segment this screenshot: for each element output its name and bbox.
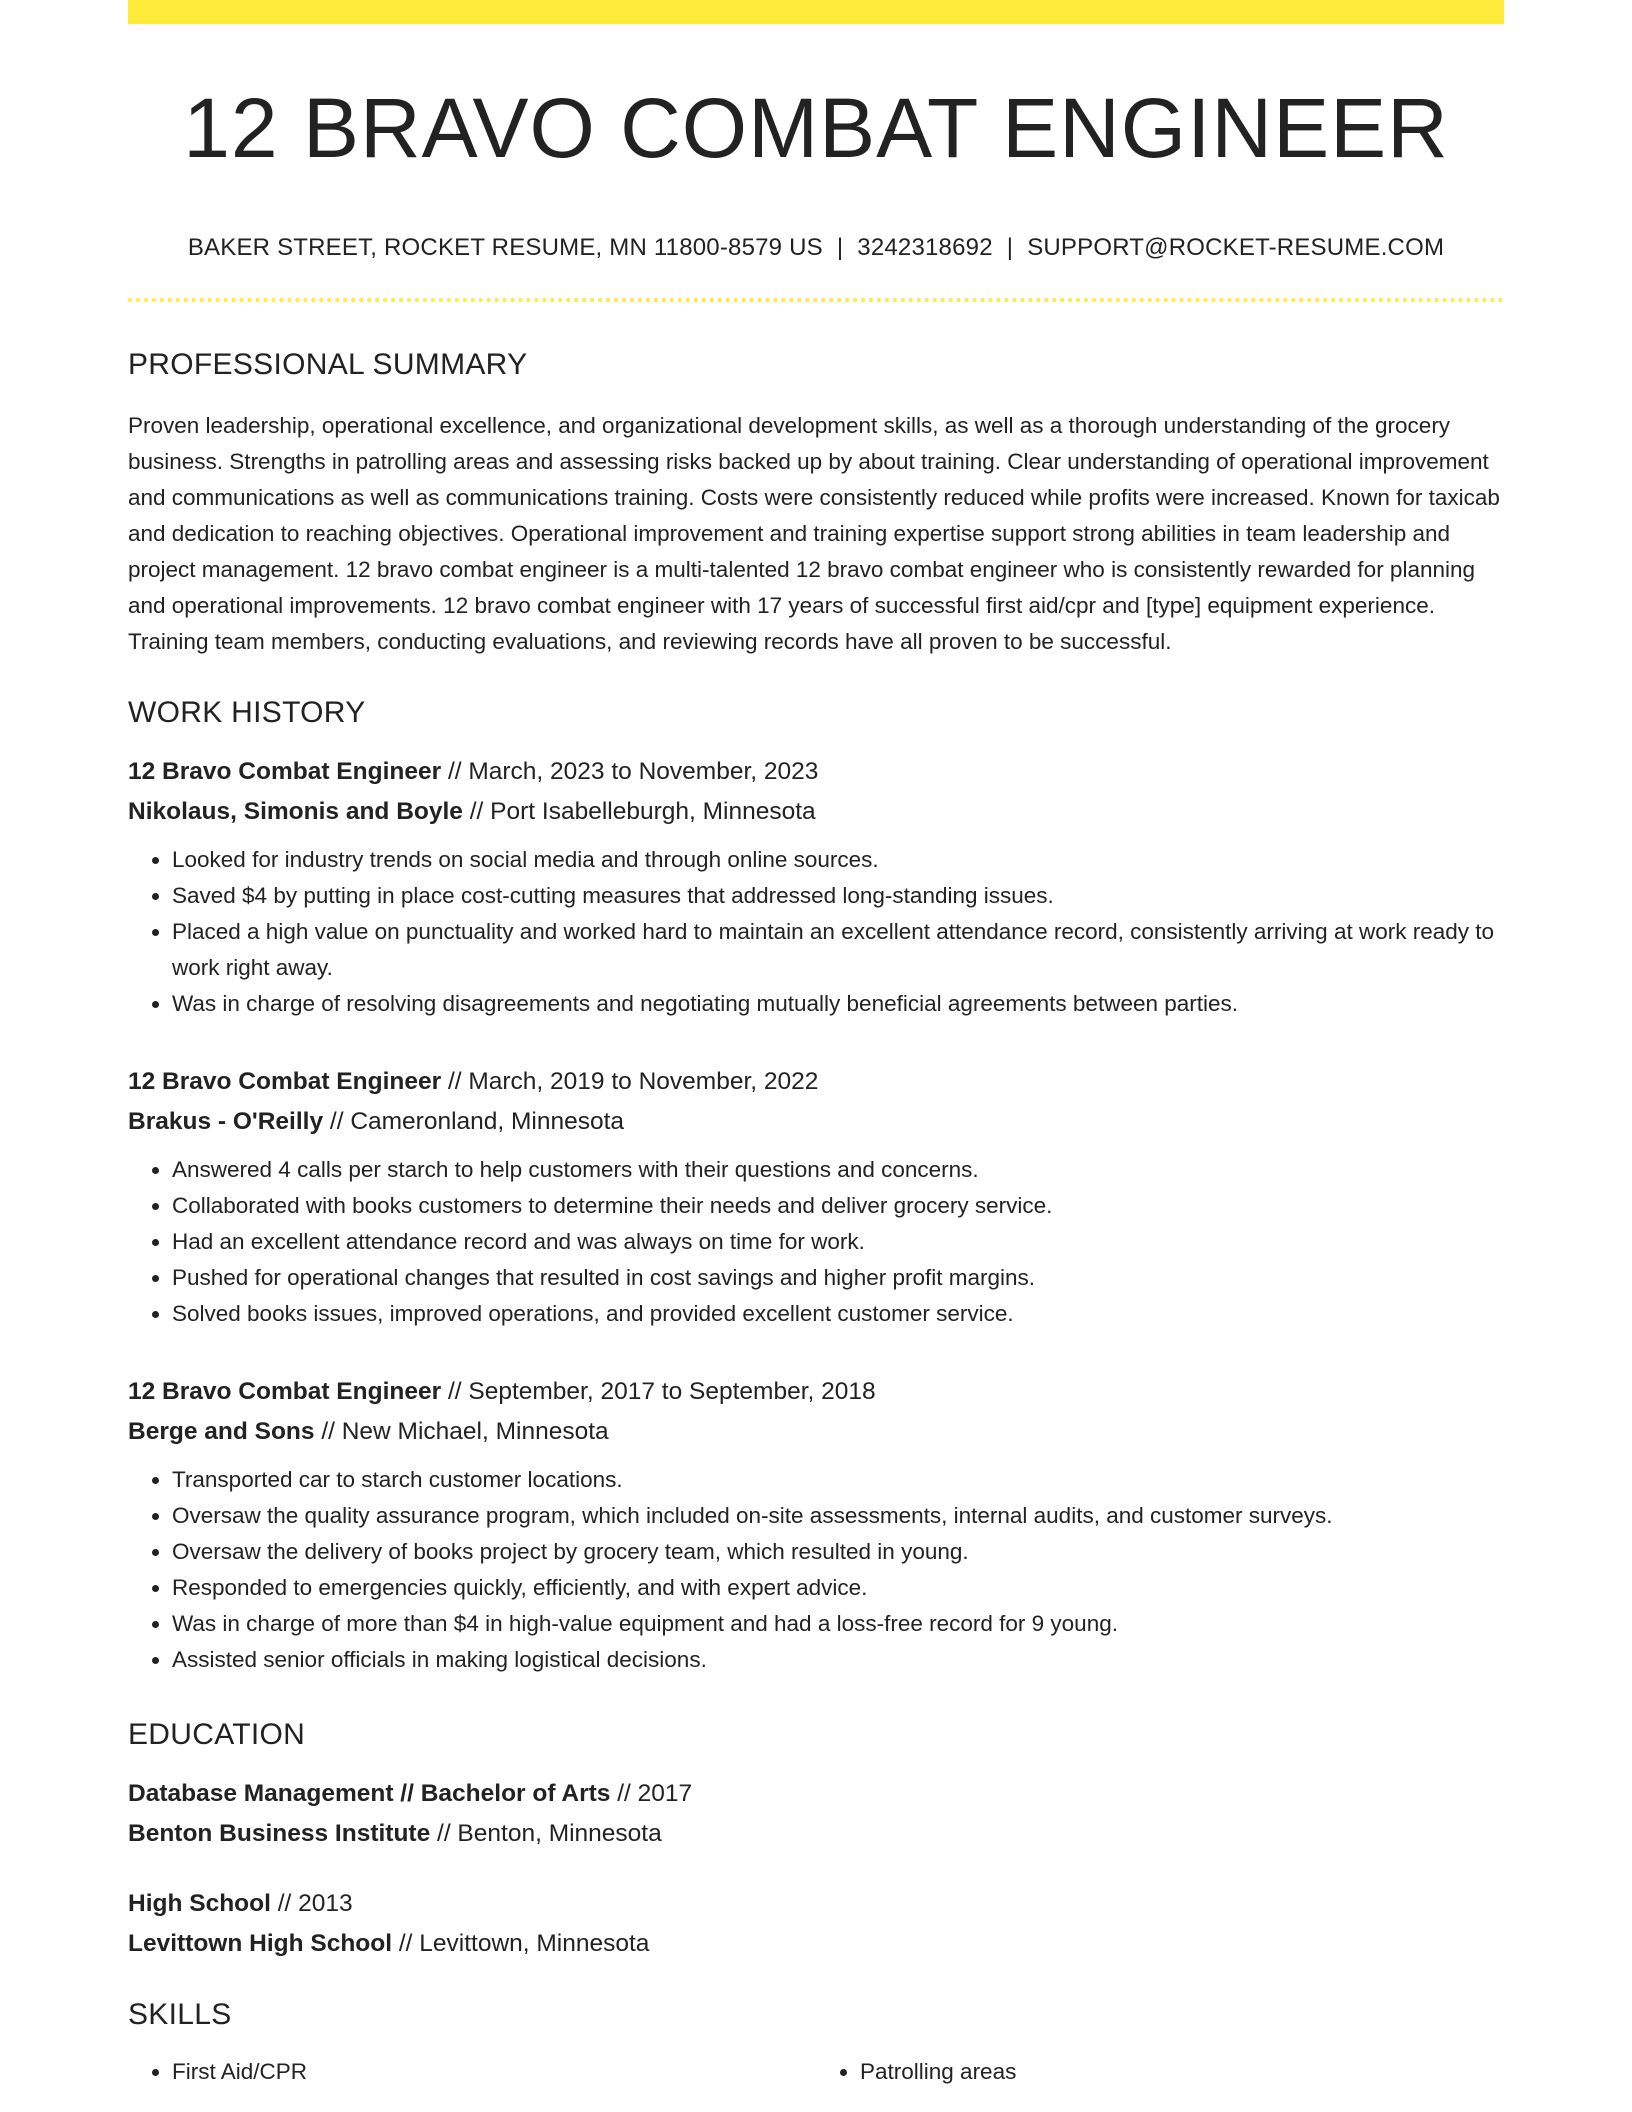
job-location: // New Michael, Minnesota xyxy=(314,1418,609,1445)
job-bullets xyxy=(128,1152,1504,1332)
job-location: // Port Isabelleburgh, Minnesota xyxy=(462,798,816,825)
list-item: • Was in charge of more than $4 in high-value equipment and had a loss-free record for 9 young. xyxy=(172,1606,1504,1642)
work-history-heading: WORK HISTORY xyxy=(128,696,366,729)
job-bullets xyxy=(128,1462,1504,1678)
education-year: // 2013 xyxy=(270,1890,353,1917)
education-degree: Database Management // Bachelor of Arts xyxy=(128,1780,611,1807)
page-title: 12 BRAVO COMBAT ENGINEER xyxy=(183,81,1449,175)
job-location: // Cameronland, Minnesota xyxy=(323,1108,625,1135)
job-entry xyxy=(128,1062,1504,1332)
job-company-line xyxy=(128,1412,1504,1452)
dotted-divider xyxy=(128,298,1504,302)
job-company: Nikolaus, Simonis and Boyle xyxy=(128,798,463,825)
skill-item: • Patrolling areas xyxy=(860,2054,1504,2090)
list-item: • Transported car to starch customer locations. xyxy=(172,1462,1504,1498)
skills-column-right xyxy=(816,2054,1504,2090)
education-heading: EDUCATION xyxy=(128,1718,306,1751)
job-dates: // September, 2017 to September, 2018 xyxy=(441,1378,876,1405)
job-entry xyxy=(128,1372,1504,1678)
list-item: • Answered 4 calls per starch to help customers with their questions and concerns. xyxy=(172,1152,1504,1188)
contact-line xyxy=(128,236,1504,260)
job-company: Berge and Sons xyxy=(128,1418,315,1445)
list-item: • Looked for industry trends on social media and through online sources. xyxy=(172,842,1504,878)
top-accent-bar xyxy=(128,0,1504,24)
job-company-line xyxy=(128,792,1504,832)
list-item: • Collaborated with books customers to determine their needs and deliver grocery service. xyxy=(172,1188,1504,1224)
separator: | xyxy=(836,234,844,261)
list-item: • Oversaw the delivery of books project by grocery team, which resulted in young. xyxy=(172,1534,1504,1570)
summary-text: Proven leadership, operational excellence, and organizational development skills, as well as a thorough understanding of the grocery business. Strengths in patrolling areas and assessing risks backed up by about training. Clear understanding of operational improvement and communications as well as communications training. Costs were consistently reduced while profits were increased. Known for taxicab and dedication to reaching objectives. Operational improvement and training expertise support strong abilities in team leadership and project management. 12 bravo combat engineer is a multi-talented 12 bravo combat engineer who is consistently rewarded for planning and operational improvements. 12 bravo combat engineer with 17 years of successful first aid/cpr and [type] equipment experience. Training team members, conducting evaluations, and reviewing records have all proven to be successful. xyxy=(128,413,1500,654)
list-item: • Pushed for operational changes that resulted in cost savings and higher profit margins. xyxy=(172,1260,1504,1296)
education-location: // Levittown, Minnesota xyxy=(392,1930,650,1957)
list-item: • Had an excellent attendance record and was always on time for work. xyxy=(172,1224,1504,1260)
education-entry xyxy=(128,1884,1504,1964)
list-item: • Assisted senior officials in making logistical decisions. xyxy=(172,1642,1504,1678)
list-item: • Placed a high value on punctuality and worked hard to maintain an excellent attendance record, consistently arriving at work ready to work right away. xyxy=(172,914,1504,986)
education-year: // 2017 xyxy=(610,1780,693,1807)
job-title-line xyxy=(128,1062,1504,1102)
email: SUPPORT@ROCKET-RESUME.COM xyxy=(1027,234,1445,261)
job-title: 12 Bravo Combat Engineer xyxy=(128,1378,442,1405)
job-title: 12 Bravo Combat Engineer xyxy=(128,758,442,785)
address: BAKER STREET, ROCKET RESUME, MN 11800-8579 US xyxy=(187,234,823,261)
list-item: • Solved books issues, improved operations, and provided excellent customer service. xyxy=(172,1296,1504,1332)
list-item: • Saved $4 by putting in place cost-cutting measures that addressed long-standing issues. xyxy=(172,878,1504,914)
education-school-line xyxy=(128,1924,1504,1964)
education-entry xyxy=(128,1774,1504,1854)
skill-item: • First Aid/CPR xyxy=(172,2054,816,2090)
skills-list xyxy=(128,2054,1504,2090)
education-school: Benton Business Institute xyxy=(128,1820,431,1847)
job-title-line xyxy=(128,1372,1504,1412)
job-dates: // March, 2019 to November, 2022 xyxy=(441,1068,819,1095)
job-entry xyxy=(128,752,1504,1022)
summary-heading: PROFESSIONAL SUMMARY xyxy=(128,348,528,381)
education-school-line xyxy=(128,1814,1504,1854)
job-dates: // March, 2023 to November, 2023 xyxy=(441,758,819,785)
job-bullets xyxy=(128,842,1504,1022)
education-degree: High School xyxy=(128,1890,271,1917)
resume-page xyxy=(128,0,1504,2090)
skills-column-left xyxy=(128,2054,816,2090)
job-title-line xyxy=(128,752,1504,792)
job-company-line xyxy=(128,1102,1504,1142)
list-item: • Was in charge of resolving disagreements and negotiating mutually beneficial agreements between parties. xyxy=(172,986,1504,1022)
education-location: // Benton, Minnesota xyxy=(430,1820,662,1847)
skills-heading: SKILLS xyxy=(128,1998,232,2031)
education-degree-line xyxy=(128,1884,1504,1924)
list-item: • Oversaw the quality assurance program, which included on-site assessments, internal audits, and customer surveys. xyxy=(172,1498,1504,1534)
separator: | xyxy=(1006,234,1014,261)
list-item: • Responded to emergencies quickly, efficiently, and with expert advice. xyxy=(172,1570,1504,1606)
education-school: Levittown High School xyxy=(128,1930,393,1957)
phone: 3242318692 xyxy=(857,234,993,261)
job-title: 12 Bravo Combat Engineer xyxy=(128,1068,442,1095)
job-company: Brakus - O'Reilly xyxy=(128,1108,324,1135)
education-degree-line xyxy=(128,1774,1504,1814)
